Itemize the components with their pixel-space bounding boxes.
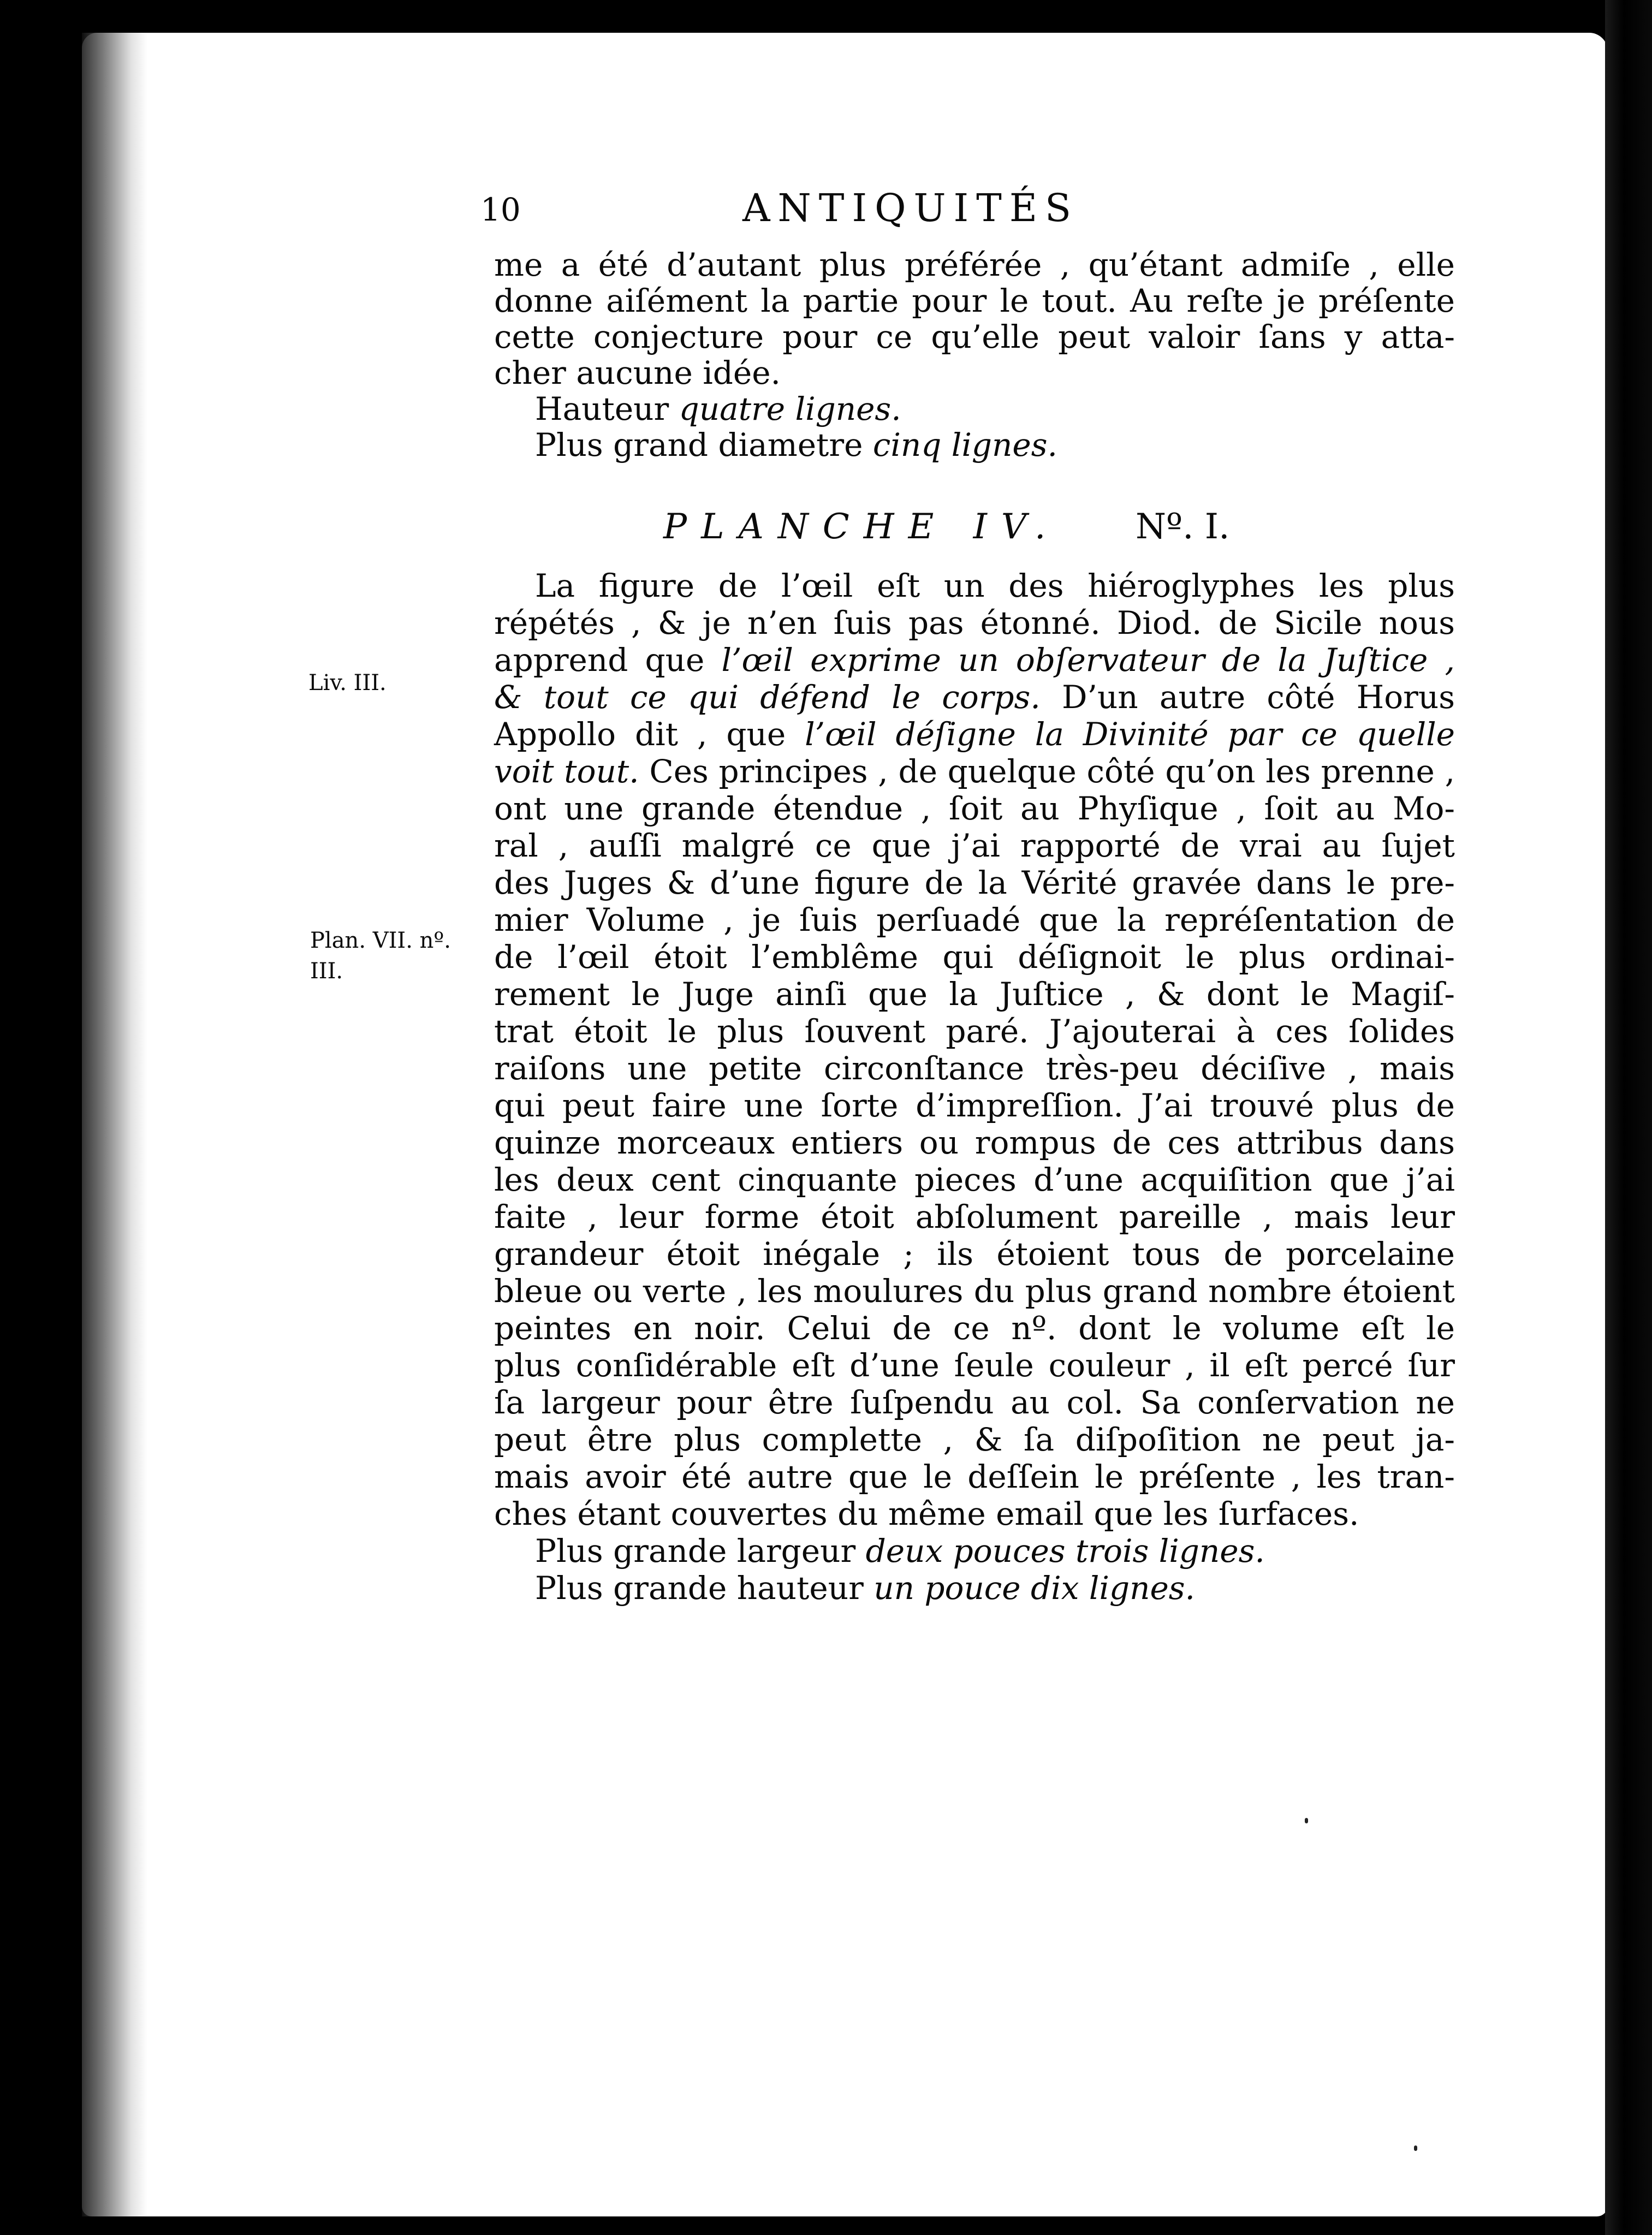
body-line: des Juges & d’une figure de la Vérité gravée dans le pre- [494,864,1455,901]
scan-speck [1414,2145,1417,2151]
margin-note-plan-cont: III. [310,959,343,984]
body-line: qui peut faire une ſorte d’impreſſion. J’ai trouvé plus de [494,1087,1455,1124]
page-number: 10 [480,191,521,228]
body-line: cher aucune idée. [494,354,781,391]
measure-value: quatre lignes. [679,390,901,427]
plate-number: Nº. I. [1136,507,1230,547]
measure-value: cinq lignes. [872,426,1057,463]
italic-run: l’œil déſigne la Divinité par ce quelle [805,716,1455,753]
body-line: grandeur étoit inégale ; ils étoient tous de porcelaine [494,1235,1455,1273]
measure-line [535,391,1455,427]
text-run: Ces principes , de quelque côté qu’on les prenne , [649,753,1455,790]
body-line [494,753,1455,789]
text-run: Appollo dit , que [494,716,786,753]
body-line [494,679,1455,715]
body-line [494,716,1455,752]
italic-run: l’œil exprime un obſervateur de la Juſtice , [721,641,1455,679]
body-line: plus conſidérable eſt d’une ſeule couleur , il eſt percé ſur [494,1347,1455,1384]
body-line: quinze morceaux entiers ou rompus de ces attribus dans [494,1124,1455,1161]
body-line: peut être plus complette , & ſa diſpoſition ne peut ja- [494,1421,1455,1458]
body-line [494,642,1455,678]
text-run: D’un autre côté Horus [1062,679,1455,716]
measure-value: deux pouces trois lignes. [865,1532,1265,1570]
measure-label: Plus grand diametre [535,426,863,463]
body-line: cette conjecture pour ce qu’elle peut valoir ſans y atta- [494,318,1455,355]
body-line: donne aiſément la partie pour le tout. Au reſte je préſente [494,282,1455,319]
body-line: La figure de l’œil eſt un des hiéroglyphes les plus [535,567,1455,604]
body-line: ſa largeur pour être ſuſpendu au col. Sa conſervation ne [494,1384,1455,1421]
body-line: de l’œil étoit l’emblême qui déſignoit le plus ordinai- [494,938,1455,976]
measure-line [535,1570,1455,1606]
body-line: trat étoit le plus ſouvent paré. J’ajouterai à ces ſolides [494,1013,1455,1050]
body-line: rement le Juge ainſi que la Juſtice , & dont le Magiſ- [494,976,1455,1013]
measure-line [535,427,1455,463]
binding-gutter-shadow [82,33,147,2216]
body-line: ral , auſſi malgré ce que j’ai rapporté de vrai au ſujet [494,827,1455,864]
body-line: répétés , & je n’en ſuis pas étonné. Diod. de Sicile nous [494,604,1455,641]
text-run: apprend que [494,641,705,679]
measure-label: Hauteur [535,390,669,427]
measure-line [535,1533,1455,1569]
body-line: bleue ou verte , les moulures du plus grand nombre étoient [494,1273,1455,1310]
plate-heading: PLANCHE IV. [663,507,1060,547]
body-line: mais avoir été autre que le deſſein le préſente , les tran- [494,1458,1455,1495]
body-line: raiſons une petite circonſtance très-peu déciſive , mais [494,1050,1455,1087]
margin-note-plan: Plan. VII. nº. [310,928,451,953]
body-line: ont une grande étendue , ſoit au Phyſique , ſoit au Mo- [494,790,1455,827]
body-line: les deux cent cinquante pieces d’une acquiſition que j’ai [494,1161,1455,1198]
body-line: me a été d’autant plus préférée , qu’étant admiſe , elle [494,246,1455,283]
body-line: mier Volume , je ſuis perſuadé que la repréſentation de [494,901,1455,938]
measure-label: Plus grande hauteur [535,1570,864,1607]
margin-note-liv: Liv. III. [308,670,387,696]
italic-run: voit tout. [494,753,639,790]
measure-value: un pouce dix lignes. [873,1570,1195,1607]
running-head: ANTIQUITÉS [742,186,1079,230]
italic-run: & tout ce qui défend le corps. [494,679,1041,716]
right-scan-edge [1605,0,1652,2235]
body-line: faite , leur forme étoit abſolument pareille , mais leur [494,1198,1455,1235]
body-line: peintes en noir. Celui de ce nº. dont le volume eſt le [494,1310,1455,1347]
body-line: ches étant couvertes du même email que les ſurfaces. [494,1495,1359,1532]
scan-speck [1305,1818,1308,1823]
measure-label: Plus grande largeur [535,1532,856,1570]
